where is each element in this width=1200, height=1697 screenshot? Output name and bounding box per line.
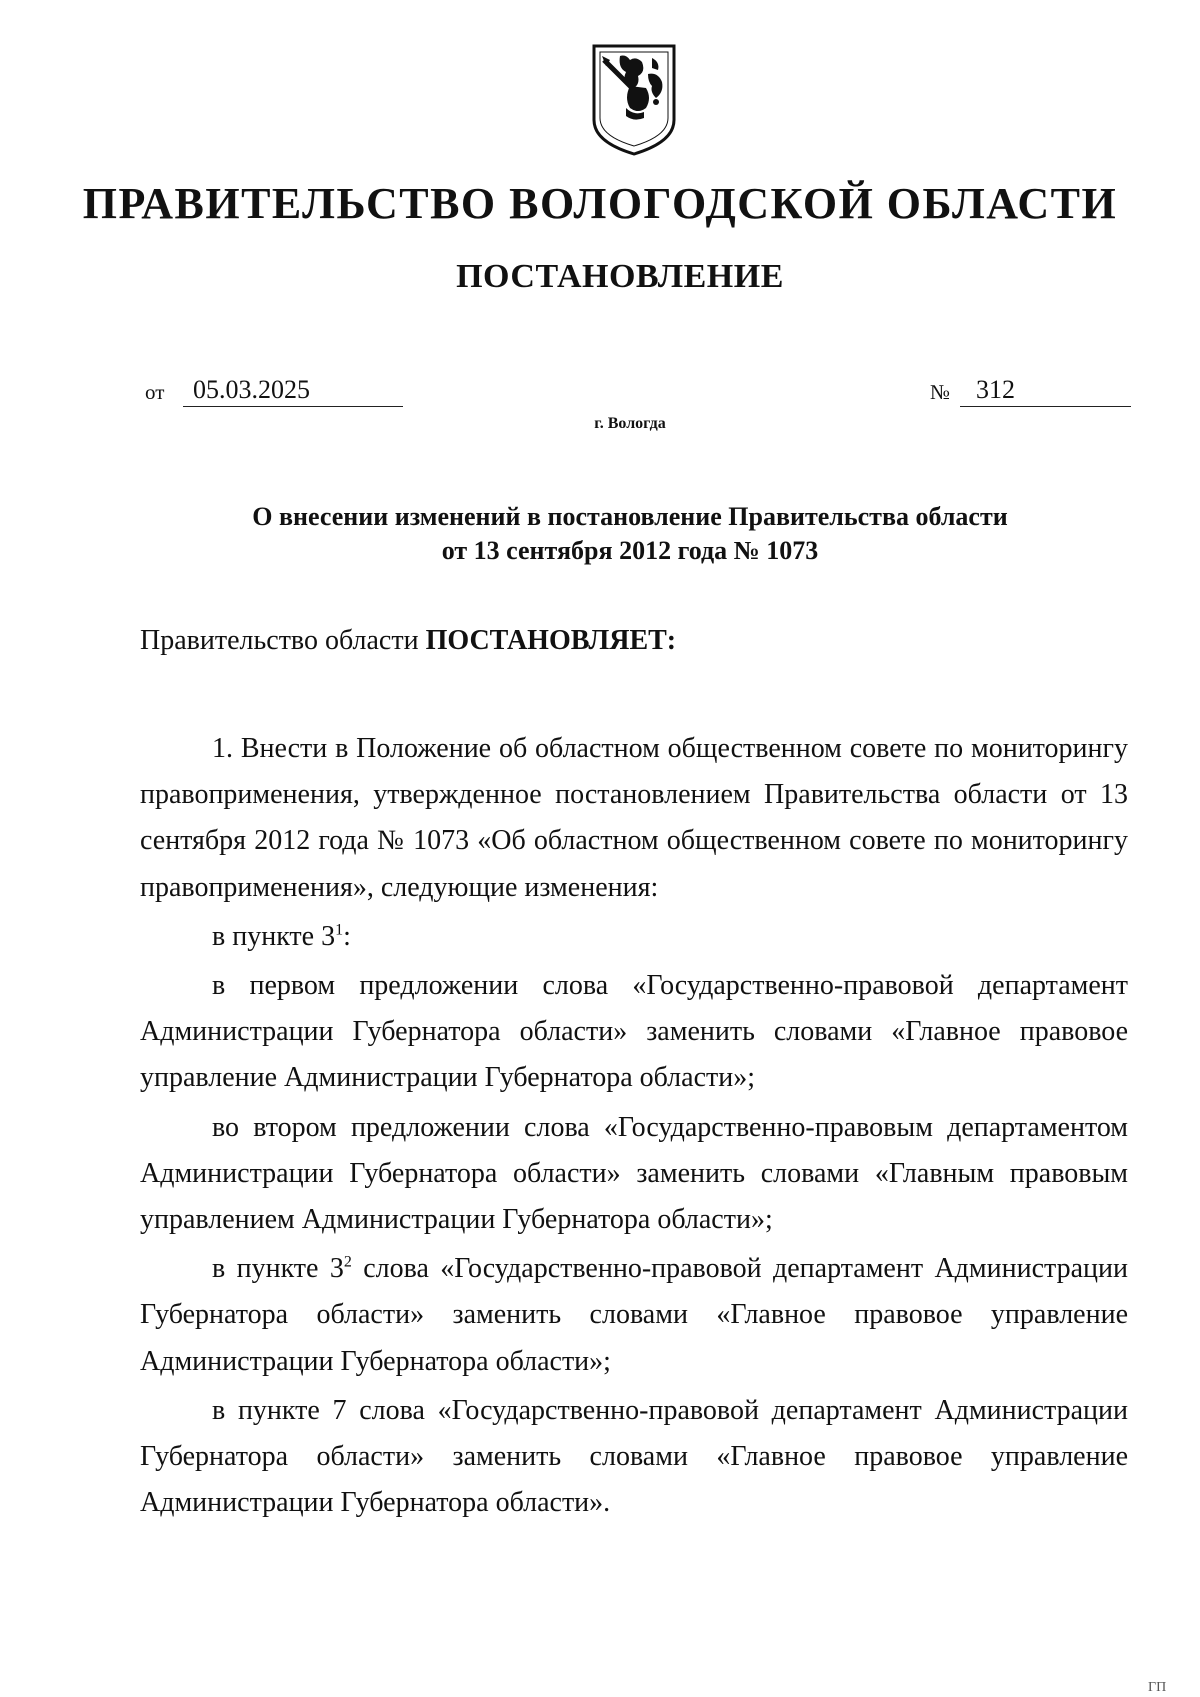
number-label: № (930, 380, 951, 404)
government-title: ПРАВИТЕЛЬСТВО ВОЛОГОДСКОЙ ОБЛАСТИ (82, 179, 1118, 228)
city: г. Вологда (594, 415, 666, 432)
subject-line-2: от 13 сентября 2012 года № 1073 (441, 536, 819, 565)
paragraph-5 (140, 1246, 1128, 1385)
paragraph-1: 1. Внести в Положение об областном общественном совете по мониторингу правоприменения, утвержденное постановлением Правительства области от 13 сентября 2012 года № 1073 «Об областном общественном совете по мониторингу правоприменения», следующие изменения: (140, 733, 1128, 903)
date-row (145, 375, 310, 405)
paragraph-5-prefix: в пункте 3 (212, 1253, 344, 1285)
preamble-verb: ПОСТАНОВЛЯЕТ: (425, 625, 677, 656)
paragraph-5-suffix: слова «Государственно-правовой департамент Администрации Губернатора области» заменить словами «Главное правовое управление Администрации Губернатора области»; (140, 1253, 1128, 1377)
document-body (140, 726, 1128, 1526)
document-date: 05.03.2025 (183, 374, 403, 407)
paragraph-5-superscript: 2 (343, 1253, 352, 1271)
document-type: ПОСТАНОВЛЕНИЕ (456, 258, 784, 295)
document-number: 312 (960, 374, 1131, 407)
paragraph-2-prefix: в пункте 3 (212, 920, 336, 952)
paragraph-4: во втором предложении слова «Государственно-правовым департаментом Администрации Губернатора области» заменить словами «Главным правовым управлением Администрации Губернатора области»; (140, 1111, 1128, 1236)
date-label: от (145, 380, 165, 404)
subject-line-1: О внесении изменений в постановление Правительства области (252, 502, 1008, 531)
preamble (140, 625, 676, 657)
paragraph-2 (140, 914, 1128, 960)
document-subject (0, 500, 1200, 568)
paragraph-3: в первом предложении слова «Государственно-правовой департамент Администрации Губернатора области» заменить словами «Главное правовое управление Администрации Губернатора области»; (140, 970, 1128, 1094)
paragraph-6: в пункте 7 слова «Государственно-правовой департамент Администрации Губернатора области» заменить словами «Главное правовое управление Администрации Губернатора области». (140, 1394, 1128, 1519)
page-mark: ГП (1148, 1680, 1167, 1695)
paragraph-2-superscript: 1 (335, 921, 344, 939)
coat-of-arms-icon (590, 42, 678, 158)
number-row (930, 375, 1015, 405)
paragraph-2-suffix: : (343, 920, 351, 952)
preamble-text: Правительство области (140, 625, 426, 656)
